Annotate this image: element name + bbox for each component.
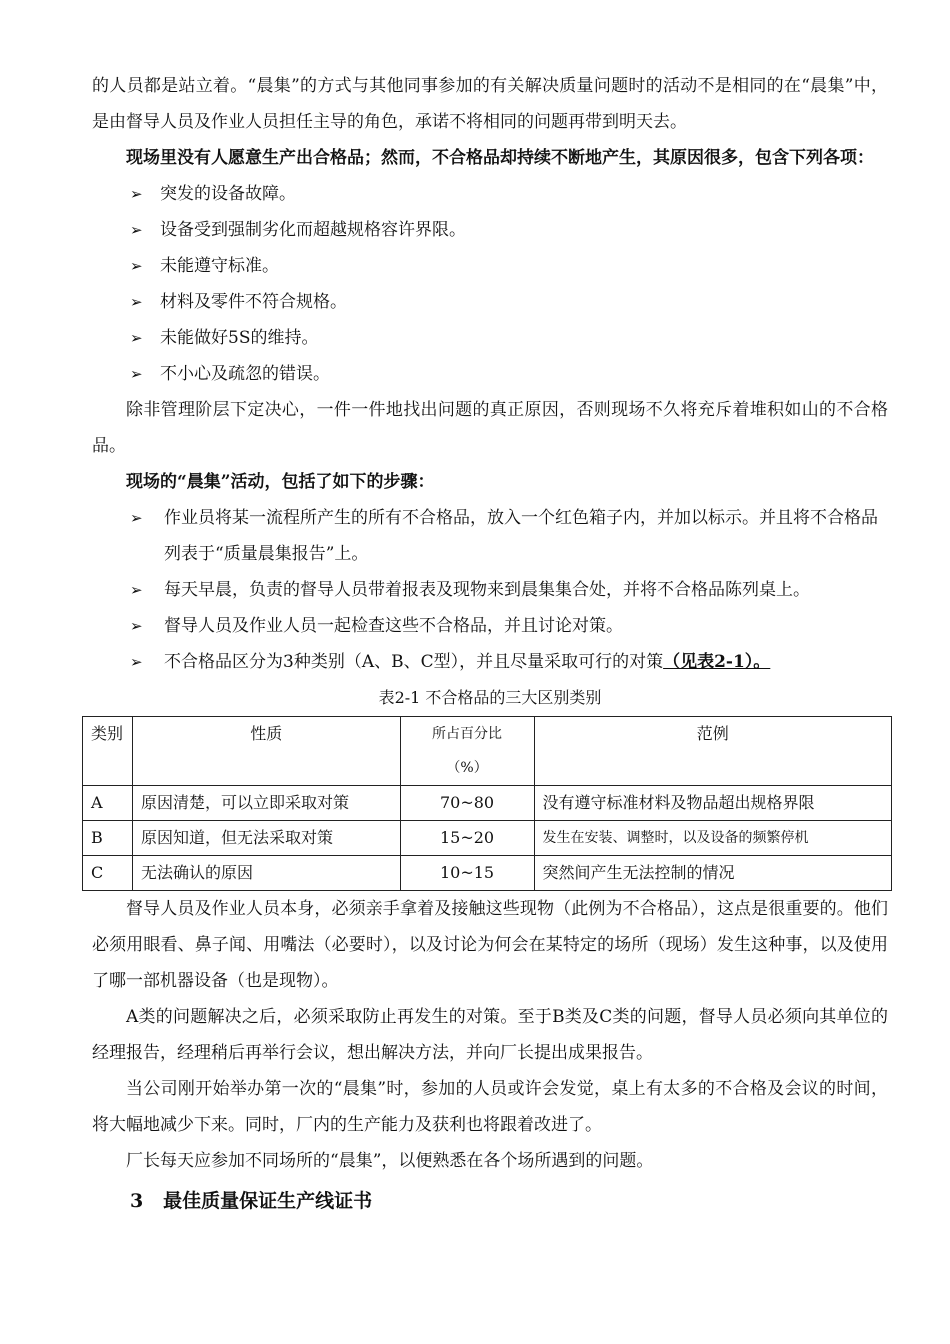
list-item: ➢ 每天早晨，负责的督导人员带着报表及现物来到晨集集合处，并将不合格品陈列桌上。 bbox=[92, 572, 888, 608]
steps-list bbox=[92, 500, 888, 680]
arrow-bullet-icon: ➢ bbox=[130, 185, 143, 203]
list-item: ➢ 不小心及疏忽的错误。 bbox=[92, 356, 888, 392]
list-item: ➢ 材料及零件不符合规格。 bbox=[92, 284, 888, 320]
arrow-bullet-icon: ➢ bbox=[130, 329, 143, 347]
arrow-bullet-icon: ➢ bbox=[130, 257, 143, 275]
paragraph-causes-heading: 现场里没有人愿意生产出合格品；然而，不合格品却持续不断地产生，其原因很多，包含下列各项： bbox=[126, 148, 874, 168]
cell-percent: 10~15 bbox=[400, 856, 534, 891]
arrow-bullet-icon: ➢ bbox=[130, 293, 143, 311]
cell-category: C bbox=[83, 856, 133, 891]
list-item: ➢ 未能做好5S的维持。 bbox=[92, 320, 888, 356]
paragraph-management: 除非管理阶层下定决心，一件一件地找出问题的真正原因，否则现场不久将充斥着堆积如山的不合格品。 bbox=[92, 400, 888, 456]
cell-example: 没有遵守标准材料及物品超出规格界限 bbox=[534, 786, 892, 821]
table-header-row bbox=[83, 717, 892, 786]
header-percent: 所占百分比 （%） bbox=[400, 717, 534, 786]
list-item: ➢ 不合格品区分为3种类别（A、B、C型），并且尽量采取可行的对策（见表2-1）。 bbox=[92, 644, 888, 680]
cell-nature: 原因清楚，可以立即采取对策 bbox=[132, 786, 400, 821]
arrow-bullet-icon: ➢ bbox=[130, 365, 143, 383]
arrow-bullet-icon: ➢ bbox=[130, 581, 143, 599]
cell-nature: 原因知道，但无法采取对策 bbox=[132, 821, 400, 856]
table-reference-link: （见表2-1）。 bbox=[663, 652, 771, 672]
paragraph-steps-heading: 现场的“晨集”活动，包括了如下的步骤： bbox=[126, 472, 435, 492]
cell-nature: 无法确认的原因 bbox=[132, 856, 400, 891]
table-row bbox=[83, 821, 892, 856]
table-caption: 表2-1 不合格品的三大区别类别 bbox=[378, 688, 602, 707]
arrow-bullet-icon: ➢ bbox=[130, 221, 143, 239]
cell-example: 发生在安装、调整时，以及设备的频繁停机 bbox=[534, 821, 892, 856]
list-item: ➢ 未能遵守标准。 bbox=[92, 248, 888, 284]
paragraph-first-meeting: 当公司刚开始举办第一次的“晨集”时，参加的人员或许会发觉，桌上有太多的不合格及会议的时间，将大幅地减少下来。同时，厂内的生产能力及获利也将跟着改进了。 bbox=[92, 1079, 888, 1135]
header-category: 类别 bbox=[83, 717, 133, 786]
paragraph-plant-manager: 厂长每天应参加不同场所的“晨集”，以便熟悉在各个场所遇到的问题。 bbox=[126, 1151, 654, 1171]
cell-percent: 70~80 bbox=[400, 786, 534, 821]
paragraph-handling: 督导人员及作业人员本身，必须亲手拿着及接触这些现物（此例为不合格品），这点是很重要的。他们必须用眼看、鼻子闻、用嘴法（必要时），以及讨论为何会在某特定的场所（现场）发生这种事，以及使用了哪一部机器设备（也是现物）。 bbox=[92, 899, 888, 991]
header-nature: 性质 bbox=[132, 717, 400, 786]
paragraph-intro: 的人员都是站立着。“晨集”的方式与其他同事参加的有关解决质量问题时的活动不是相同的在“晨集”中，是由督导人员及作业人员担任主导的角色，承诺不将相同的问题再带到明天去。 bbox=[92, 76, 888, 132]
table-row bbox=[83, 786, 892, 821]
document-page bbox=[92, 68, 888, 1221]
cell-category: A bbox=[83, 786, 133, 821]
paragraph-category-followup: A类的问题解决之后，必须采取防止再发生的对策。至于B类及C类的问题，督导人员必须向其单位的经理报告，经理稍后再举行会议，想出解决方法，并向厂长提出成果报告。 bbox=[92, 1007, 888, 1063]
arrow-bullet-icon: ➢ bbox=[130, 653, 143, 671]
defect-category-table bbox=[82, 716, 892, 891]
arrow-bullet-icon: ➢ bbox=[130, 617, 143, 635]
arrow-bullet-icon: ➢ bbox=[130, 509, 143, 527]
table-row bbox=[83, 856, 892, 891]
cell-example: 突然间产生无法控制的情况 bbox=[534, 856, 892, 891]
list-item: ➢ 突发的设备故障。 bbox=[92, 176, 888, 212]
list-item: ➢ 作业员将某一流程所产生的所有不合格品，放入一个红色箱子内，并加以标示。并且将不合格品列表于“质量晨集报告”上。 bbox=[92, 500, 888, 572]
section-title: 最佳质量保证生产线证书 bbox=[163, 1190, 373, 1212]
causes-list bbox=[92, 176, 888, 392]
section-heading bbox=[92, 1181, 888, 1221]
header-example: 范例 bbox=[534, 717, 892, 786]
cell-percent: 15~20 bbox=[400, 821, 534, 856]
cell-category: B bbox=[83, 821, 133, 856]
list-item: ➢ 督导人员及作业人员一起检查这些不合格品，并且讨论对策。 bbox=[92, 608, 888, 644]
list-item: ➢ 设备受到强制劣化而超越规格容许界限。 bbox=[92, 212, 888, 248]
section-number: 3 bbox=[130, 1190, 144, 1212]
